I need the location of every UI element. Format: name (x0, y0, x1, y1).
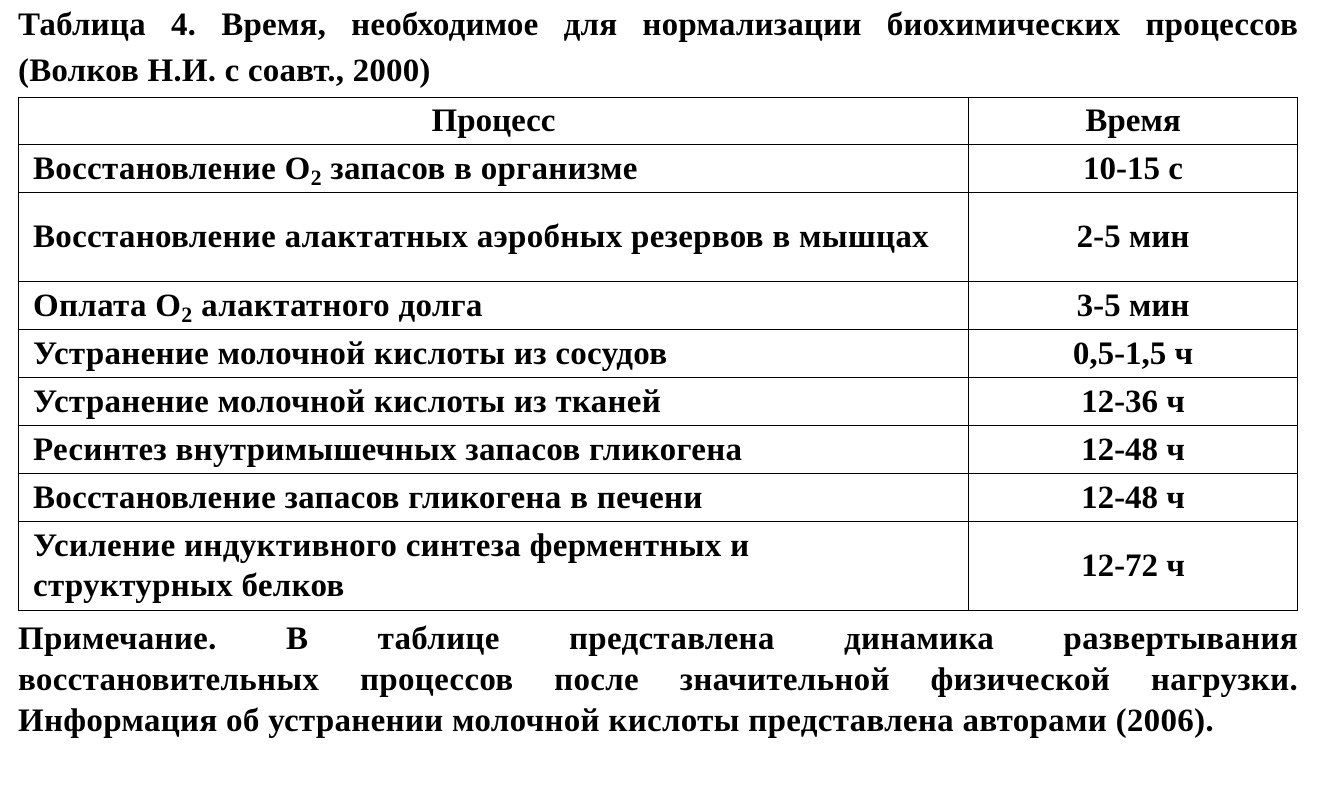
table-row (19, 378, 1298, 426)
time-cell: 0,5-1,5 ч (969, 330, 1298, 378)
process-cell: Усиление индуктивного синтеза ферментных и структурных белков (19, 522, 969, 611)
process-cell: Оплата $O_2$ алактатного долга (19, 282, 969, 330)
header-process: Процесс (19, 98, 969, 145)
table-row (19, 474, 1298, 522)
process-cell: Ресинтез внутримышечных запасов гликогена (19, 426, 969, 474)
recovery-time-table (18, 97, 1298, 611)
time-cell: 12-72 ч (969, 522, 1298, 611)
table-note: Примечание. В таблице представлена динамика развертывания восстановительных процессов после значительной физической нагрузки. Информация об устранении молочной кислоты представлена авторами (2006). (18, 621, 1298, 739)
table-header-row (19, 98, 1298, 145)
process-cell: Восстановление алактатных аэробных резервов в мышцах (19, 193, 969, 282)
table-caption: Таблица 4. Время, необходимое для нормализации биохимических процессов (Волков Н.И. с соавт., 2000) (18, 7, 1298, 89)
table-row (19, 426, 1298, 474)
table-row (19, 522, 1298, 611)
process-cell: Восстановление $O_2$ запасов в организме (19, 145, 969, 193)
time-cell: 10-15 с (969, 145, 1298, 193)
header-time: Время (969, 98, 1298, 145)
process-cell: Устранение молочной кислоты из тканей (19, 378, 969, 426)
time-cell: 3-5 мин (969, 282, 1298, 330)
table-row (19, 145, 1298, 193)
table-row (19, 193, 1298, 282)
time-cell: 12-48 ч (969, 426, 1298, 474)
process-cell: Устранение молочной кислоты из сосудов (19, 330, 969, 378)
process-cell: Восстановление запасов гликогена в печени (19, 474, 969, 522)
table-row (19, 282, 1298, 330)
time-cell: 12-48 ч (969, 474, 1298, 522)
table-row (19, 330, 1298, 378)
time-cell: 12-36 ч (969, 378, 1298, 426)
document-page (18, 0, 1298, 742)
time-cell: 2-5 мин (969, 193, 1298, 282)
